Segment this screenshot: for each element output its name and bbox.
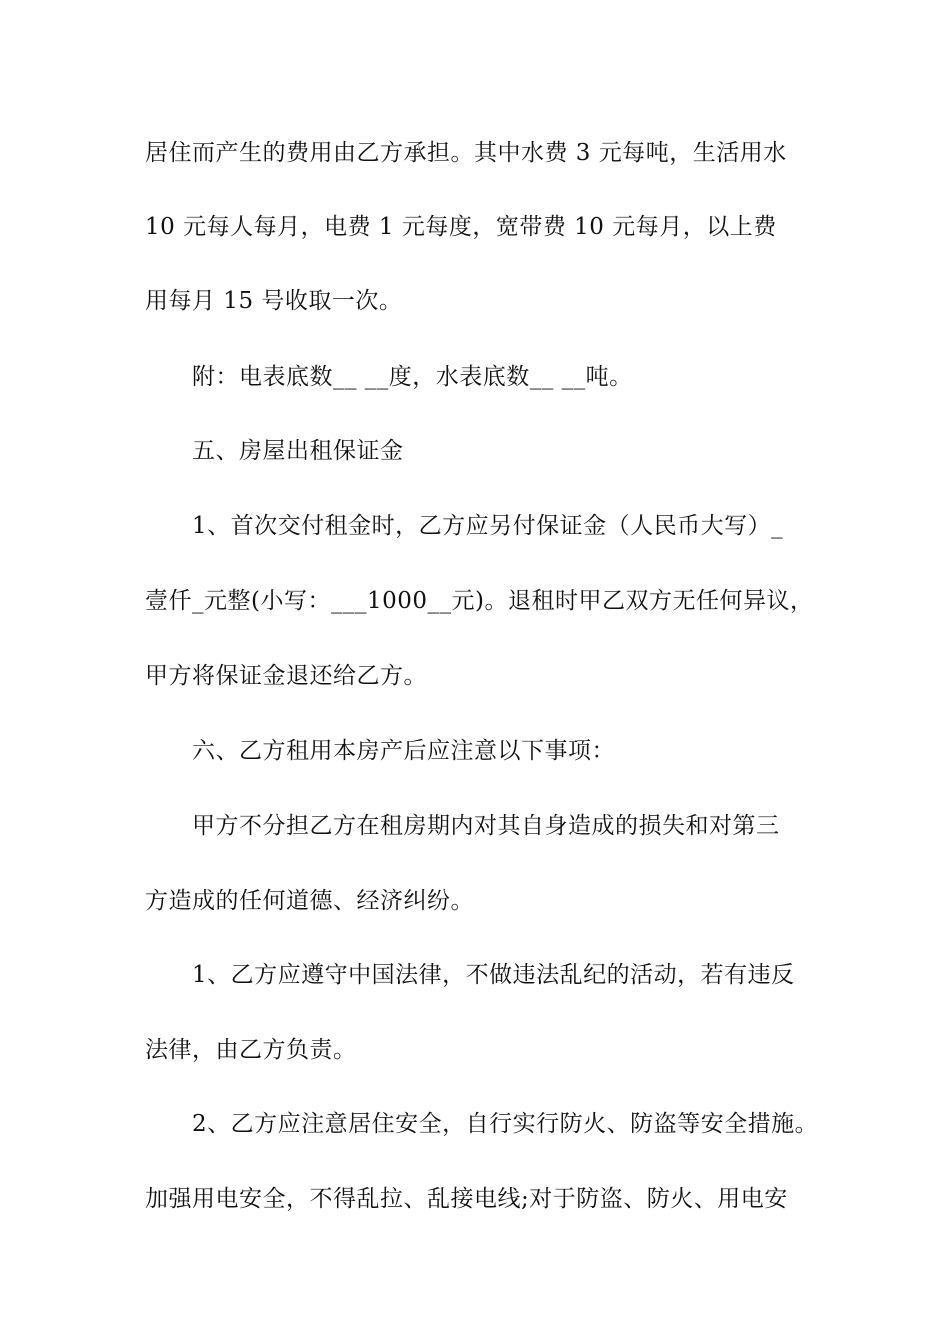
- paragraph-line: 方造成的任何道德、经济纠纷。: [145, 888, 474, 914]
- paragraph-line: 1、首次交付租金时，乙方应另付保证金（人民币大写）_: [192, 513, 784, 539]
- paragraph-line: 壹仟_元整(小写：___1000__元)。退租时甲乙双方无任何异议，: [145, 588, 814, 614]
- paragraph-line: 10 元每人每月，电费 1 元每度，宽带费 10 元每月，以上费: [145, 214, 777, 240]
- paragraph-line: 加强用电安全，不得乱拉、乱接电线;对于防盗、防火、用电安: [145, 1186, 788, 1212]
- paragraph-line: 2、乙方应注意居住安全，自行实行防火、防盗等安全措施。: [192, 1111, 819, 1137]
- paragraph-line: 1、乙方应遵守中国法律，不做违法乱纪的活动，若有违反: [192, 962, 795, 988]
- paragraph-line: 甲方将保证金退还给乙方。: [145, 663, 427, 689]
- section-heading: 六、乙方租用本房产后应注意以下事项：: [192, 738, 615, 764]
- paragraph-line: 居住而产生的费用由乙方承担。其中水费 3 元每吨，生活用水: [145, 140, 787, 166]
- paragraph-line: 法律，由乙方负责。: [145, 1037, 357, 1063]
- section-heading: 五、房屋出租保证金: [192, 438, 404, 464]
- paragraph-line: 甲方不分担乙方在租房期内对其自身造成的损失和对第三: [192, 813, 780, 839]
- appendix-meter-line: 附：电表底数__ __度，水表底数__ __吨。: [192, 364, 633, 390]
- paragraph-line: 用每月 15 号收取一次。: [145, 288, 403, 314]
